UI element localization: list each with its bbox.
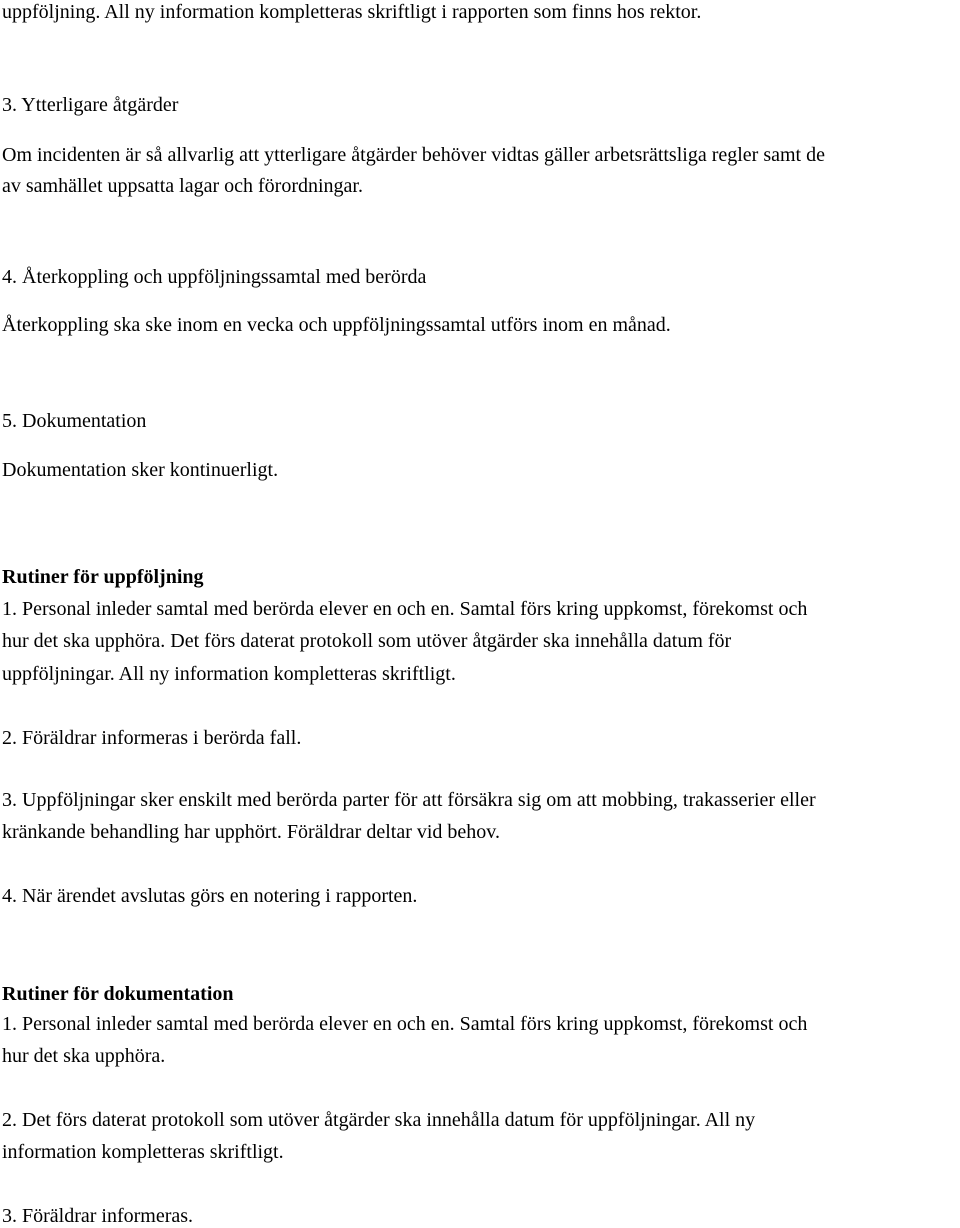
text-line-4: av samhället uppsatta lagar och förordningar. [2,175,363,197]
heading-ytterligare-atgarder: 3. Ytterligare åtgärder [2,94,179,116]
text-line-16: 4. När ärendet avslutas görs en notering i rapporten. [2,885,418,907]
heading-rutiner-dokumentation: Rutiner för dokumentation [2,983,234,1005]
text-line-13: 2. Föräldrar informeras i berörda fall. [2,727,302,749]
heading-aterkoppling: 4. Återkoppling och uppföljningssamtal med berörda [2,266,427,288]
text-line-10: 1. Personal inleder samtal med berörda elever en och en. Samtal förs kring uppkomst, förekomst och [2,598,808,620]
text-line-14: 3. Uppföljningar sker enskilt med berörda parter för att försäkra sig om att mobbing, trakasserier eller [2,789,816,811]
text-line-22: 3. Föräldrar informeras. [2,1205,194,1227]
text-line-3: Om incidenten är så allvarlig att ytterligare åtgärder behöver vidtas gäller arbetsrättsliga regler samt de [2,144,825,166]
text-line-12: uppföljningar. All ny information kompletteras skriftligt. [2,663,456,685]
text-line-21: information kompletteras skriftligt. [2,1141,284,1163]
text-line-1: uppföljning. All ny information kompletteras skriftligt i rapporten som finns hos rektor. [2,1,702,23]
text-line-15: kränkande behandling har upphört. Föräldrar deltar vid behov. [2,821,500,843]
text-line-20: 2. Det förs daterat protokoll som utöver åtgärder ska innehålla datum för uppföljningar. All ny [2,1109,756,1131]
text-line-18: 1. Personal inleder samtal med berörda elever en och en. Samtal förs kring uppkomst, förekomst och [2,1013,808,1035]
heading-rutiner-uppfoljning: Rutiner för uppföljning [2,566,204,588]
text-line-6: Återkoppling ska ske inom en vecka och uppföljningssamtal utförs inom en månad. [2,314,671,336]
text-line-11: hur det ska upphöra. Det förs daterat protokoll som utöver åtgärder ska innehålla datum för [2,630,732,652]
heading-dokumentation: 5. Dokumentation [2,410,147,432]
text-line-19: hur det ska upphöra. [2,1045,166,1067]
text-line-8: Dokumentation sker kontinuerligt. [2,459,279,481]
